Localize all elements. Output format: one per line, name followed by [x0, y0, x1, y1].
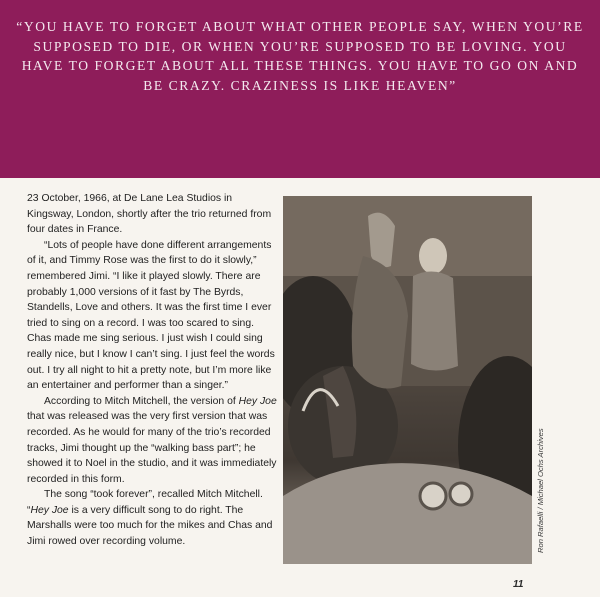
- photo-illustration: [283, 196, 532, 564]
- paragraph-3: [27, 394, 277, 488]
- photo-credit: Ron Rafaelli / Michael Ochs Archives: [536, 428, 545, 553]
- paragraph-4: [27, 487, 277, 549]
- article-column: [27, 191, 277, 550]
- pull-quote: “YOU HAVE TO FORGET ABOUT WHAT OTHER PEOPLE SAY, WHEN YOU’RE SUPPOSED TO DIE, OR WHEN YOU’RE SUPPOSED TO BE LOVING. YOU HAVE TO FORGET ABOUT ALL THESE THINGS. YOU HAVE TO GO ON AND BE CRAZY. CRAZINESS IS LIKE HEAVEN”: [16, 19, 584, 93]
- black-and-white-photo: [283, 196, 532, 564]
- song-title: Hey Joe: [238, 395, 277, 407]
- page-number: 11: [513, 579, 524, 590]
- song-title: Hey Joe: [30, 504, 69, 516]
- paragraph-3-text-a: According to Mitch Mitchell, the version of: [44, 395, 239, 407]
- paragraph-2: “Lots of people have done different arrangements of it, and Timmy Rose was the first to do it slowly,” remembered Jimi. “I like it played slowly. There are probably 1,000 versions of it fast by The Byrds, Standells, Love and others. It was the first time I ever tried to sing on a record. I was too scared to sing. Chas made me sing serious. I just wish I could sing really nice, but I know I can’t sing. I just feel the words out. I try all night to hit a pretty note, but I’m more like an entertainer and performer than a singer.”: [27, 239, 275, 392]
- paragraph-4-text-b: is a very difficult song to do right. The Marshalls were too much for the mikes and Chas and Jimi rowed over recording volume.: [27, 504, 273, 548]
- quote-banner: [0, 0, 600, 178]
- roof-area: [283, 196, 532, 276]
- paragraph-4-text-a: The song “took forever”, recalled Mitch Mitchell. “: [27, 489, 263, 516]
- car-headlight: [450, 483, 472, 505]
- car-headlight: [420, 483, 446, 509]
- paragraph-3-text-b: that was released was the very first version that was recorded. As he would for many of the trio’s recorded tracks, Jimi thought up the “walking bass part”; he showed it to Noel in the studio, and it was immediately recorded in this form.: [27, 411, 277, 485]
- paragraph-1: 23 October, 1966, at De Lane Lea Studios in Kingsway, London, shortly after the trio returned from four dates in France.: [27, 193, 272, 236]
- woman-body: [411, 271, 458, 370]
- woman-head: [419, 238, 447, 274]
